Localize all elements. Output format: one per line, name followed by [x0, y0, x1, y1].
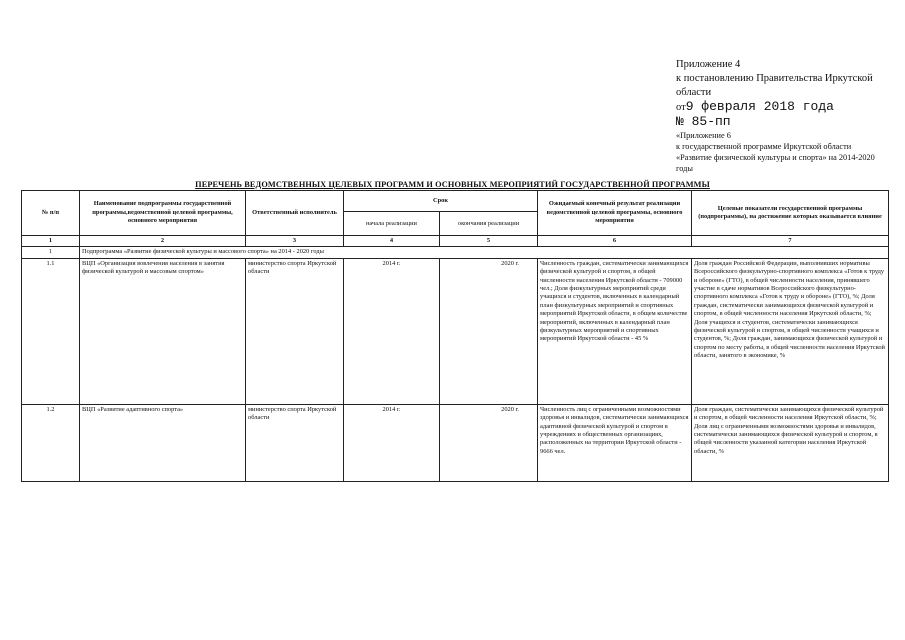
column-number: 2 [80, 236, 246, 247]
appendix-line2: к постановлению Правительства Иркутской области [676, 73, 873, 98]
header-end: окончания реализации [440, 212, 538, 236]
row-start: 2014 г. [344, 404, 440, 481]
appendix-sub3: «Развитие физической культуры и спорта» на 2014-2020 годы [676, 153, 875, 173]
appendix-sub1: «Приложение 6 [676, 131, 731, 140]
column-number: 4 [344, 236, 440, 247]
row-result: Численность граждан, систематически занимающихся физической культурой и спортом, в общей численности населения Иркутской области - 709000 чел.; Доля физкультурных мероприятий среди учащихся и студентов, включенных в календарный план физкультурных мероприятий и спортивных мероприятий Иркутской области, в общем количестве мероприятий, включенных в календарный план физкультурных мероприятий и спортивных мероприятий Иркутской области - 45 % [538, 258, 692, 404]
row-start: 2014 г. [344, 258, 440, 404]
appendix-block [676, 58, 891, 174]
row-end: 2020 г. [440, 404, 538, 481]
column-number: 5 [440, 236, 538, 247]
row-num: 1.1 [22, 258, 80, 404]
header-executor: Ответственный исполнитель [246, 191, 344, 236]
row-executor: министерство спорта Иркутской области [246, 404, 344, 481]
appendix-date-value: 9 февраля 2018 года [685, 99, 834, 114]
document-title: ПЕРЕЧЕНЬ ВЕДОМСТВЕННЫХ ЦЕЛЕВЫХ ПРОГРАММ И ОСНОВНЫХ МЕРОПРИЯТИЙ ГОСУДАРСТВЕННОЙ ПРОГРАММЫ [195, 180, 710, 189]
header-num: № п/п [22, 191, 80, 236]
programs-table [21, 190, 889, 482]
row-end: 2020 г. [440, 258, 538, 404]
header-start: начала реализации [344, 212, 440, 236]
row-num: 1.2 [22, 404, 80, 481]
column-number-row [22, 236, 889, 247]
column-number: 7 [692, 236, 889, 247]
row-indicators: Доля граждан Российской Федерации, выполнивших нормативы Всероссийского физкультурно-спортивного комплекса «Готов к труду и обороне» (ГТО), в общей численности населения, принявшего участие в сдаче нормативов Всероссийского физкультурно-спортивного комплекса «Готов к труду и обороне» (ГТО), %; Доля граждан, систематически занимающихся физической культурой и спортом, в общей численности населения Иркутской области, %; Доля учащихся и студентов, систематически занимающихся физической культурой и спортом, в общей численности учащихся и студентов, %; Доля граждан, занимающихся физической культурой и спортом по месту работы, в общей численности населения Иркутской области, занятого в экономике, % [692, 258, 889, 404]
appendix-number: № 85-пп [676, 114, 731, 129]
appendix-line1: Приложение 4 [676, 59, 741, 70]
header-term: Срок [344, 191, 538, 212]
appendix-date [676, 100, 891, 115]
column-number: 3 [246, 236, 344, 247]
column-number: 6 [538, 236, 692, 247]
appendix-sub2: к государственной программе Иркутской области [676, 142, 852, 151]
row-indicators: Доля граждан, систематически занимающихся физической культурой и спортом, в общей численности населения Иркутской области, %; Доля лиц с ограниченными возможностями здоровья и инвалидов, систематически занимающихся физической культурой и спортом, в общей численности указанной категории населения Иркутской области, % [692, 404, 889, 481]
column-number: 1 [22, 236, 80, 247]
subprogram-num: 1 [22, 247, 80, 258]
subprogram-row [22, 247, 889, 258]
row-executor: министерство спорта Иркутской области [246, 258, 344, 404]
appendix-date-prefix: от [676, 102, 686, 113]
table-row [22, 258, 889, 404]
subprogram-label: Подпрограмма «Развитие физической культуры и массового спорта» на 2014 - 2020 годы [80, 247, 889, 258]
header-row [22, 191, 889, 212]
row-name: ВЦП «Организация вовлечения населения в занятия физической культурой и массовым спортом» [80, 258, 246, 404]
header-indicators: Целевые показатели государственной программы (подпрограммы), на достижение которых оказывается влияние [692, 191, 889, 236]
row-result: Численность лиц с ограниченными возможностями здоровья и инвалидов, систематически занимающихся адаптивной физической культурой и спортом в учреждениях и общественных организациях, расположенных на территории Иркутской области - 9666 чел. [538, 404, 692, 481]
header-name: Наименование подпрограммы государственной программы,ведомственной целевой программы, основного мероприятия [80, 191, 246, 236]
table-row [22, 404, 889, 481]
row-name: ВЦП «Развитие адаптивного спорта» [80, 404, 246, 481]
header-result: Ожидаемый конечный результат реализации ведомственной целевой программы, основного мероприятия [538, 191, 692, 236]
